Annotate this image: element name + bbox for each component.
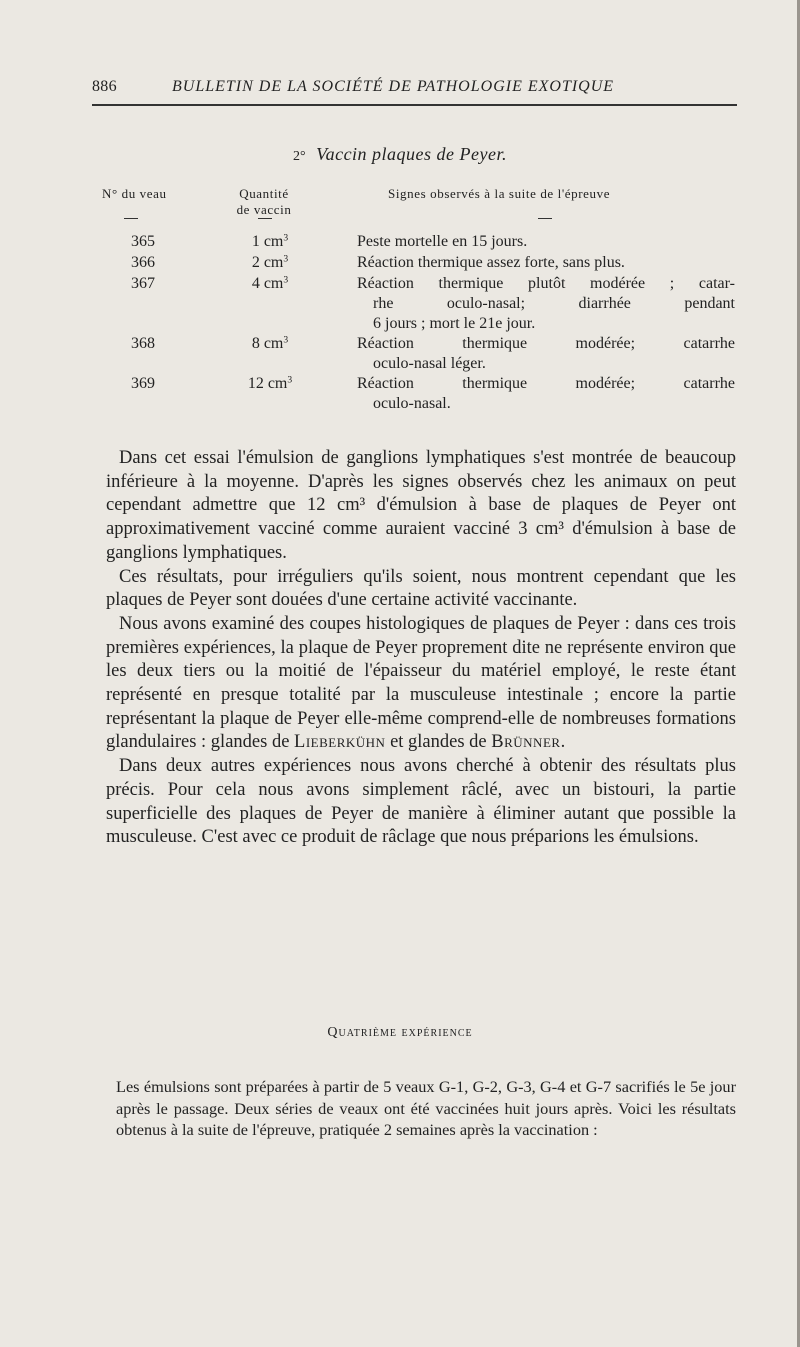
veau-number: 369: [131, 375, 155, 392]
header-rule: [92, 104, 737, 106]
journal-title: BULLETIN DE LA SOCIÉTÉ DE PATHOLOGIE EXOTIQUE: [172, 78, 615, 95]
running-header: [92, 78, 737, 96]
veau-number: 368: [131, 335, 155, 352]
experiment-heading: Quatrième expérience: [327, 1025, 473, 1040]
section-title: [0, 144, 800, 165]
signes-observes: Réaction thermique plutôt modérée ; catar- rhe oculo-nasal; diarrhée pendant 6 jours ; mort le 21e jour.: [357, 275, 735, 332]
column-dash: [258, 218, 272, 219]
author-name: Brünner: [491, 732, 561, 753]
signes-observes: Réaction thermique modérée; catarrhe oculo-nasal léger.: [357, 335, 735, 372]
page-number: 886: [92, 78, 117, 95]
col-header-signes: Signes observés à la suite de l'épreuve: [388, 186, 611, 201]
vaccin-quantity: 4 $cm^3$: [251, 274, 289, 292]
vaccin-quantity: 12 $cm^3$: [247, 374, 293, 392]
col-header-quantite: [209, 186, 319, 218]
paragraph: Dans deux autres expériences nous avons cherché à obtenir des résultats plus précis. Pour cela nous avons simplement râclé, avec un bistouri, la partie superficielle des plaques de Peyer de manière à éliminer autant que possible la musculeuse. C'est avec ce produit de râclage que nous préparions les émulsions.: [106, 756, 736, 848]
col-header-veau: N° du veau: [102, 186, 167, 201]
vaccin-quantity: 8 $cm^3$: [251, 334, 289, 352]
paragraph: Ces résultats, pour irréguliers qu'ils soient, nous montrent cependant que les plaques de Peyer sont douées d'une certaine activité vaccinante.: [106, 566, 736, 611]
main-text: [106, 447, 736, 850]
signes-observes: Réaction thermique modérée; catarrhe oculo-nasal.: [357, 375, 735, 412]
signes-observes: Réaction thermique assez forte, sans plus.: [357, 254, 625, 271]
paragraph: Les émulsions sont préparées à partir de 5 veaux G-1, G-2, G-3, G-4 et G-7 sacrifiés le 5e jour après le passage. Deux séries de veaux ont été vaccinées huit jours après. Voici les résultats obtenus à la suite de l'épreuve, pratiquée 2 semaines après la vaccination :: [116, 1077, 736, 1139]
col-header-quantite-line2: de vaccin: [236, 202, 292, 217]
veau-number: 367: [131, 275, 155, 292]
paragraph: Nous avons examiné des coupes histologiques de plaques de Peyer : dans ces trois premières expériences, la plaque de Peyer proprement dite ne représente environ que les deux tiers ou la moitié de l'épaisseur du matériel employé, le reste étant représenté en presque totalité par la musculeuse intestinale ; encore la partie représentant la plaque de Peyer elle-même comprend-elle de nombreuses formations glandulaires : glandes de Lieberkühn et glandes de Brünner.: [106, 613, 736, 753]
veau-number: 366: [131, 254, 155, 271]
vaccin-quantity: 2 $cm^3$: [251, 253, 289, 271]
paragraph: Dans cet essai l'émulsion de ganglions lymphatiques s'est montrée de beaucoup inférieure à la moyenne. D'après les signes observés chez les animaux on peut cependant admettre que 12 cm³ d'émulsion à base de plaques de Peyer ont approximativement vacciné comme auraient vacciné 3 cm³ d'émulsion à base de ganglions lymphatiques.: [106, 448, 736, 563]
column-dash: [124, 218, 138, 219]
section-heading: Vaccin plaques de Peyer.: [316, 144, 508, 164]
veau-number: 365: [131, 233, 155, 250]
experiment-text: [116, 1076, 736, 1141]
vaccin-quantity: 1 $cm^3$: [251, 232, 289, 250]
author-name: Lieberkühn: [294, 732, 386, 753]
signes-observes: Peste mortelle en 15 jours.: [357, 233, 528, 250]
column-dash: [538, 218, 552, 219]
section-number: 2°: [292, 149, 306, 164]
col-header-quantite-line1: Quantité: [239, 186, 289, 201]
